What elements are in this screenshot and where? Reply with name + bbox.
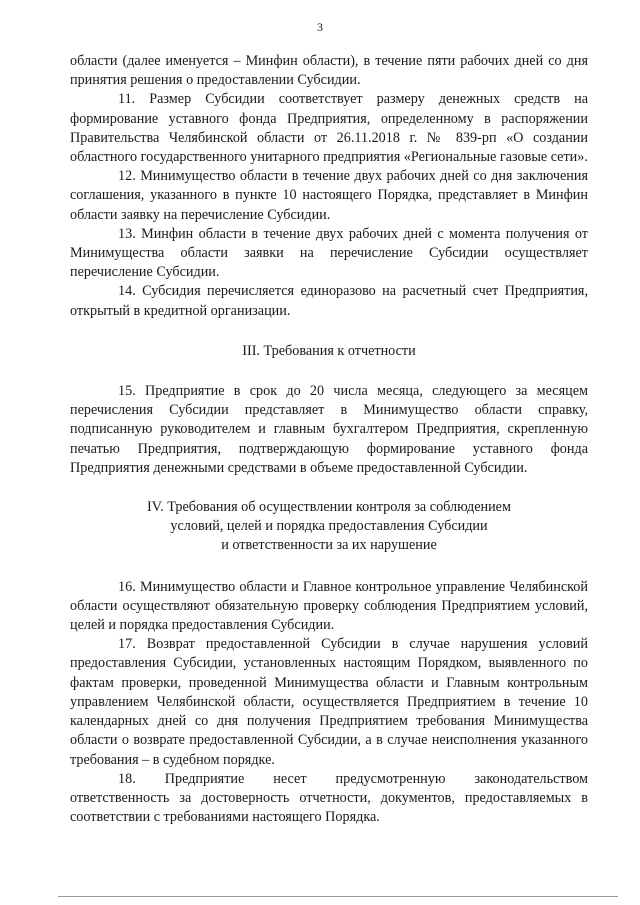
scan-edge-line	[58, 896, 618, 897]
paragraph-13: 13. Минфин области в течение двух рабочих дней с момента получения от Минимущества области заявки на перечисление Субсидии осуществляет перечисление Субсидии.	[70, 225, 588, 281]
paragraph-15: 15. Предприятие в срок до 20 числа месяца, следующего за месяцем перечисления Субсидии представляет в Минимущество области справку, подписанную руководителем и главным бухгалтером Предприятия, скрепленную печатью Предприятия, подтверждающую формирование уставного фонда Предприятия денежными средствами в объеме предоставленной Субсидии.	[70, 383, 588, 476]
section-4-heading-line: условий, целей и порядка предоставления Субсидии	[170, 518, 488, 535]
document-body	[70, 52, 588, 827]
section-4-heading-line: и ответственности за их нарушение	[221, 537, 437, 554]
paragraph-12: 12. Минимущество области в течение двух рабочих дней со дня заключения соглашения, указанного в пункте 10 настоящего Порядка, представляет в Минфин области заявку на перечисление Субсидии.	[70, 168, 588, 223]
paragraph-16: 16. Минимущество области и Главное контрольное управление Челябинской области осуществляют обязательную проверку соблюдения Предприятием условий, целей и порядка предоставления Субсидии.	[70, 578, 588, 634]
paragraph-18: 18. Предприятие несет предусмотренную законодательством ответственность за достоверность отчетности, документов, предоставляемых в соответствии с требованиями настоящего Порядка.	[70, 770, 588, 826]
paragraph-14: 14. Субсидия перечисляется единоразово на расчетный счет Предприятия, открытый в кредитной организации.	[70, 283, 588, 319]
spacer	[70, 556, 588, 578]
spacer	[70, 478, 588, 498]
section-4-heading-line: IV. Требования об осуществлении контроля за соблюдением	[147, 499, 511, 516]
paragraph-11: 11. Размер Субсидии соответствует размеру денежных средств на формирование уставного фонда Предприятия, определенному в распоряжении Правительства Челябинской области от 26.11.2018 г. № 839-рп «О создании областного государственного унитарного предприятия «Региональные газовые сети».	[70, 91, 588, 166]
section-4-heading	[70, 498, 588, 556]
section-3-heading: III. Требования к отчетности	[242, 342, 416, 359]
paragraph-continuation: области (далее именуется – Минфин области), в течение пяти рабочих дней со дня принятия решения о предоставлении Субсидии.	[70, 53, 588, 89]
page-number: 3	[317, 20, 323, 34]
paragraph-17: 17. Возврат предоставленной Субсидии в случае нарушения условий предоставления Субсидии, установленных настоящим Порядком, выявленного по фактам проверки, проведенной Минимущества области и Главным контрольным управлением Челябинской области, осуществляется Предприятием в течение 10 календарных дней со дня получения Предприятием требования Минимущества области о возврате предоставленной Субсидии, а в случае неисполнения указанного требования – в судебном порядке.	[70, 636, 588, 768]
spacer	[70, 361, 588, 382]
spacer	[70, 321, 588, 342]
